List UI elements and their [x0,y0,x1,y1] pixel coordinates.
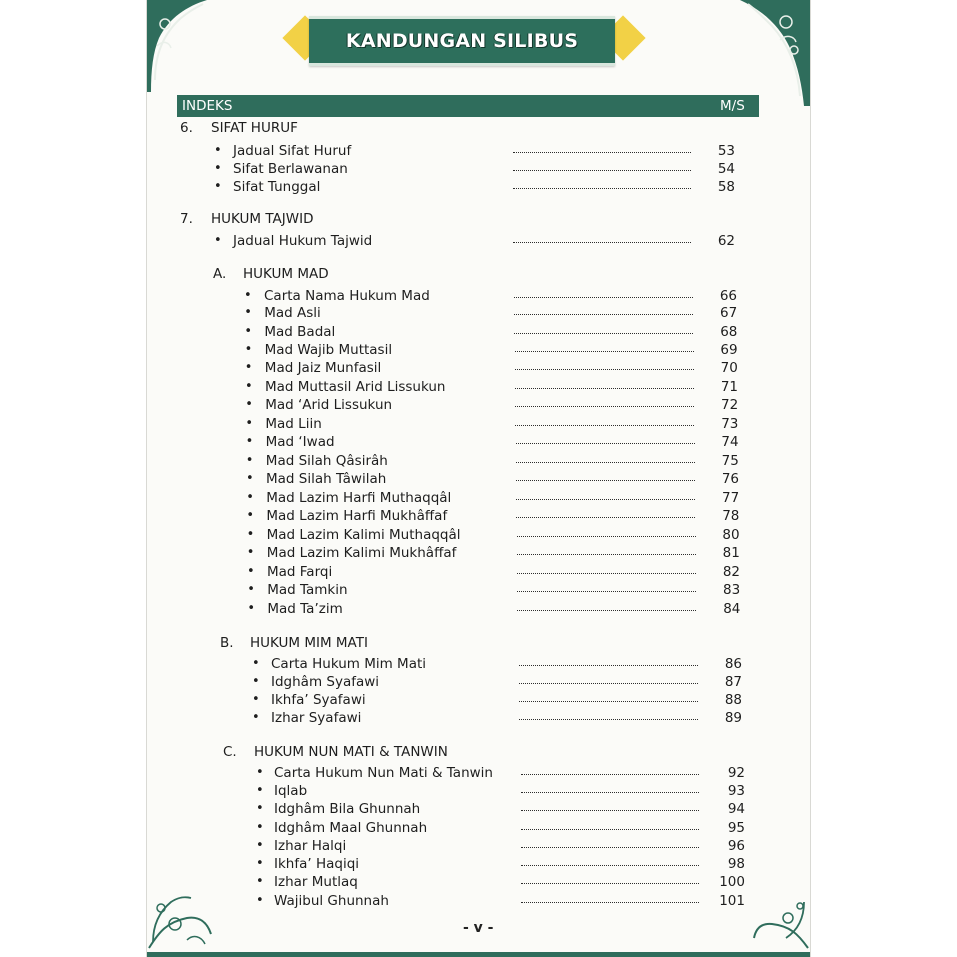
toc-entry [147,601,810,619]
bullet-icon: • [246,508,255,523]
entry-page-number: 58 [717,179,735,195]
bullet-icon: • [247,582,255,597]
entry-label: Ikhfa’ Syafawi [271,692,366,708]
entry-label: Sifat Berlawanan [233,161,348,177]
toc-entry [147,471,810,489]
entry-page-number: 82 [722,564,740,580]
dot-leader [514,324,693,334]
bullet-icon: • [245,453,254,468]
entry-label: Mad Asli [264,305,321,321]
entry-label: Carta Hukum Mim Mati [271,656,427,672]
entry-page-number: 69 [720,342,738,358]
dot-leader [519,656,698,666]
dot-leader [519,710,698,720]
toc-entry [147,692,810,710]
bullet-icon: • [214,161,222,176]
index-header-bar [177,95,759,117]
dot-leader [515,397,694,407]
bullet-icon: • [247,564,255,579]
dot-leader [513,143,691,153]
entry-page-number: 84 [723,601,741,617]
dot-leader [516,508,695,518]
toc-entry [147,434,810,452]
section-title: HUKUM MIM MATI [250,635,368,651]
dot-leader [517,545,696,555]
dot-leader [519,674,698,684]
bullet-icon: • [256,801,264,816]
dot-leader [521,893,699,903]
entry-label: Mad Lazim Harfi Mukhâffaf [266,508,448,524]
bullet-icon: • [256,893,264,908]
dot-leader [515,360,694,370]
entry-label: Mad Badal [264,324,336,340]
entry-page-number: 76 [721,471,739,487]
section-number: A. [213,266,227,282]
entry-label: Izhar Halqi [274,838,347,854]
dot-leader [517,601,696,611]
entry-page-number: 54 [717,161,735,177]
bullet-icon: • [246,471,254,486]
entry-label: Wajibul Ghunnah [274,893,389,909]
entry-page-number: 67 [720,305,738,321]
bullet-icon: • [244,305,252,320]
bullet-icon: • [214,143,222,158]
toc-entry [147,582,810,600]
bullet-icon: • [245,397,253,412]
dot-leader [513,161,691,171]
section-number: 6. [180,120,193,136]
dot-leader [516,434,695,444]
bullet-icon: • [252,656,260,671]
entry-label: Mad Lazim Kalimi Muthaqqâl [266,527,461,543]
bullet-icon: • [246,490,254,505]
entry-label: Mad Lazim Harfi Muthaqqâl [266,490,452,506]
bullet-icon: • [244,288,252,303]
toc-entry [147,801,810,819]
entry-page-number: 92 [727,765,745,781]
entry-page-number: 95 [727,820,745,836]
entry-page-number: 66 [719,288,737,304]
bullet-icon: • [246,545,255,560]
entry-label: Iqlab [274,783,308,799]
entry-page-number: 80 [722,527,740,543]
dot-leader [517,582,696,592]
bottom-border-band [147,952,810,957]
entry-label: Jadual Hukum Tajwid [233,233,373,249]
dot-leader [521,838,699,848]
section-number: 7. [180,211,193,227]
entry-page-number: 93 [727,783,745,799]
dot-leader [521,765,699,775]
bullet-icon: • [244,360,253,375]
entry-page-number: 70 [720,360,738,376]
entry-label: Mad Silah Qâsirâh [265,453,388,469]
entry-page-number: 71 [720,379,738,395]
dot-leader [521,783,699,793]
toc-entry [147,397,810,415]
bullet-icon: • [246,527,255,542]
section-heading [147,211,810,229]
entry-label: Mad Silah Tâwilah [266,471,387,487]
toc-entry [147,233,810,251]
corner-ornament-top-right [720,0,810,106]
toc-entry [147,820,810,838]
entry-page-number: 96 [727,838,745,854]
index-label: INDEKS [182,98,233,114]
toc-entry [147,527,810,545]
toc-entry [147,379,810,397]
dot-leader [516,471,695,481]
entry-label: Mad Liin [265,416,322,432]
dot-leader [521,856,699,866]
entry-page-number: 86 [724,656,742,672]
entry-label: Mad Muttasil Arid Lissukun [265,379,446,395]
bullet-icon: • [245,434,254,449]
corner-ornament-top-left [147,0,217,92]
entry-page-number: 75 [721,453,739,469]
bullet-icon: • [214,179,222,194]
bullet-icon: • [256,874,264,889]
entry-page-number: 72 [721,397,739,413]
entry-page-number: 78 [722,508,740,524]
bullet-icon: • [256,765,264,780]
bullet-icon: • [252,692,260,707]
bullet-icon: • [252,674,260,689]
dot-leader [514,288,693,298]
toc-entry [147,179,810,197]
dot-leader [517,527,696,537]
dot-leader [515,416,694,426]
bullet-icon: • [214,233,222,248]
section-number: C. [223,744,237,760]
bullet-icon: • [245,416,254,431]
entry-page-number: 68 [720,324,738,340]
bullet-icon: • [256,838,264,853]
entry-label: Ikhfa’ Haqiqi [274,856,360,872]
entry-label: Mad Tamkin [267,582,348,598]
dot-leader [513,179,691,189]
dot-leader [521,820,699,830]
section-number: B. [220,635,234,651]
dot-leader [514,305,693,315]
entry-label: Mad ‘Iwad [265,434,335,450]
toc-entry [147,143,810,161]
toc-entry [147,161,810,179]
entry-page-number: 81 [722,545,740,561]
entry-page-number: 62 [717,233,735,249]
entry-label: Mad Wajib Muttasil [264,342,393,358]
bullet-icon: • [256,783,264,798]
toc-entry [147,360,810,378]
section-title: HUKUM TAJWID [211,211,314,227]
entry-page-number: 53 [717,143,735,159]
section-title: SIFAT HURUF [211,120,298,136]
toc-entry [147,783,810,801]
entry-label: Izhar Syafawi [271,710,362,726]
dot-leader [519,692,698,702]
entry-label: Carta Hukum Nun Mati & Tanwin [274,765,493,781]
toc-entry [147,508,810,526]
toc-entry [147,490,810,508]
toc-entry [147,765,810,783]
entry-label: Mad Lazim Kalimi Mukhâffaf [266,545,457,561]
toc-entry [147,342,810,360]
bullet-icon: • [245,379,253,394]
entry-label: Idghâm Bila Ghunnah [274,801,421,817]
toc-entry [147,545,810,563]
entry-label: Mad Jaiz Munfasil [264,360,382,376]
bullet-icon: • [244,342,253,357]
entry-label: Izhar Mutlaq [274,874,358,890]
entry-page-number: 73 [721,416,739,432]
entry-label: Mad ‘Arid Lissukun [265,397,393,413]
dot-leader [516,453,695,463]
section-heading [147,120,810,138]
section-title: HUKUM NUN MATI & TANWIN [254,744,448,760]
syllabus-page [146,0,811,957]
entry-page-number: 98 [727,856,745,872]
bullet-icon: • [252,710,260,725]
entry-page-number: 94 [727,801,745,817]
title-banner [309,16,615,66]
entry-page-number: 83 [723,582,741,598]
page-title: KANDUNGAN SILIBUS [345,30,579,52]
bullet-icon: • [256,856,264,871]
entry-page-number: 88 [724,692,742,708]
entry-page-number: 100 [719,874,745,890]
entry-page-number: 101 [719,893,745,909]
page-folio: - v - [463,920,494,936]
toc-entry [147,288,810,306]
section-title: HUKUM MAD [243,266,329,282]
section-heading [147,266,810,284]
dot-leader [515,342,694,352]
dot-leader [516,490,695,500]
entry-page-number: 87 [724,674,742,690]
toc-entry [147,656,810,674]
toc-entry [147,324,810,342]
toc-entry [147,710,810,728]
dot-leader [513,233,691,243]
entry-label: Mad Ta’zim [267,601,343,617]
entry-label: Idghâm Maal Ghunnah [274,820,428,836]
entry-label: Jadual Sifat Huruf [233,143,352,159]
toc-entry [147,893,810,911]
dot-leader [517,564,696,574]
entry-label: Idghâm Syafawi [271,674,380,690]
section-heading [147,635,810,653]
entry-label: Sifat Tunggal [233,179,321,195]
toc-entry [147,416,810,434]
entry-page-number: 77 [722,490,740,506]
toc-entry [147,838,810,856]
entry-page-number: 89 [724,710,742,726]
toc-entry [147,856,810,874]
dot-leader [521,874,699,884]
dot-leader [521,801,699,811]
bullet-icon: • [247,601,256,616]
toc-entry [147,305,810,323]
bullet-icon: • [244,324,253,339]
toc-entry [147,564,810,582]
toc-entry [147,453,810,471]
dot-leader [515,379,694,389]
toc-entry [147,874,810,892]
page-column-label: M/S [720,98,745,114]
entry-label: Mad Farqi [267,564,333,580]
toc-entry [147,674,810,692]
section-heading [147,744,810,762]
bullet-icon: • [256,820,264,835]
entry-page-number: 74 [721,434,739,450]
entry-label: Carta Nama Hukum Mad [264,288,430,304]
